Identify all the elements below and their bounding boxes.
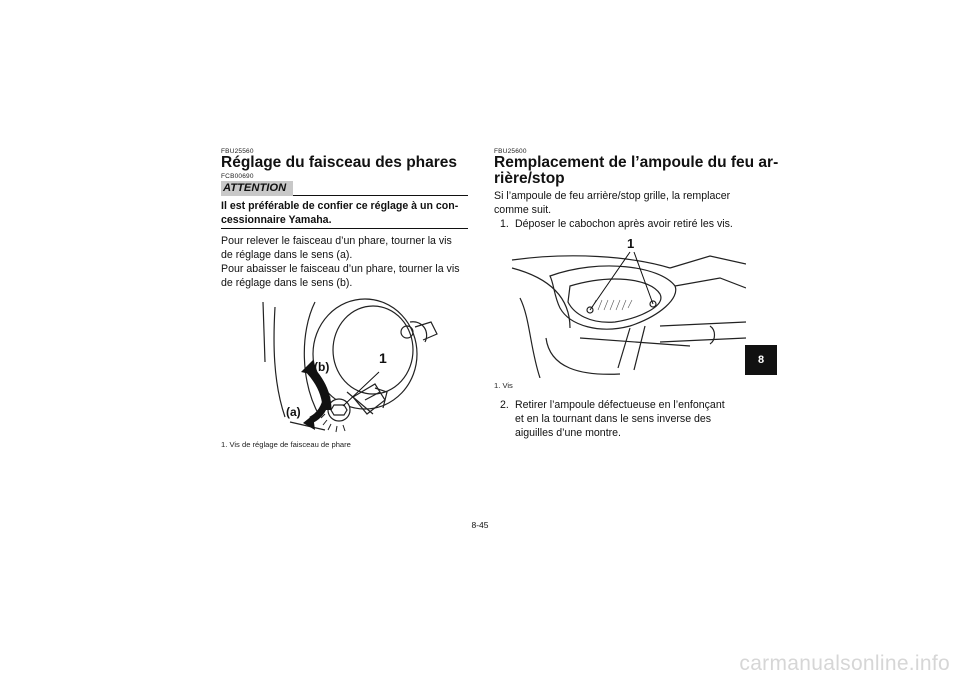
step-1-text: Déposer le cabochon après avoir retiré les vis. [515, 218, 733, 230]
headlight-adjust-illustration [255, 292, 445, 437]
para-raise-line-1: Pour relever le faisceau d’un phare, tourner la vis [221, 235, 452, 247]
fig-label-b: (b) [314, 360, 330, 374]
section-title-taillight-line-1: Remplacement de l’ampoule du feu ar- [494, 154, 779, 171]
step-1-number: 1. [500, 218, 509, 230]
attention-line-1: Il est préférable de confier ce réglage à un con- [221, 200, 459, 212]
fig-label-1: 1 [627, 236, 635, 251]
attention-label: ATTENTION [221, 181, 293, 196]
chapter-tab: 8 [745, 345, 777, 375]
section-title-headlight: Réglage du faisceau des phares [221, 154, 458, 171]
watermark: carmanualsonline.info [739, 652, 950, 675]
attention-end-rule [221, 228, 468, 229]
step-2-line-3: aiguilles d’une montre. [515, 427, 621, 439]
step-2-line-2: et en la tournant dans le sens inverse des [515, 413, 712, 425]
para-lower-line-2: de réglage dans le sens (b). [221, 277, 353, 289]
attention-header [221, 181, 468, 196]
step-2 [500, 398, 746, 442]
figure-caption-right: 1. Vis [494, 381, 513, 390]
intro-line-2: comme suit. [494, 204, 552, 216]
step-2-number: 2. [500, 399, 509, 411]
step-2-line-1: Retirer l’ampoule défectueuse en l’enfonçant [515, 399, 725, 411]
fig-label-1: 1 [379, 350, 387, 366]
page-number: 8-45 [471, 520, 489, 530]
attention-rule [293, 195, 468, 196]
intro-line-1: Si l’ampoule de feu arrière/stop grille, la remplacer [494, 190, 731, 202]
step-1 [500, 217, 746, 232]
para-raise-line-2: de réglage dans le sens (a). [221, 249, 353, 261]
section-code: FBU25560 [221, 148, 254, 155]
taillight-illustration [510, 238, 746, 378]
figure-caption-left: 1. Vis de réglage de faisceau de phare [221, 440, 351, 449]
section-code: FBU25600 [494, 148, 527, 155]
section-title-taillight-line-2: rière/stop [494, 170, 565, 187]
attention-code: FCB00690 [221, 173, 254, 180]
para-lower-line-1: Pour abaisser le faisceau d’un phare, tourner la vis [221, 263, 460, 275]
attention-line-2: cessionnaire Yamaha. [221, 214, 332, 226]
fig-label-a: (a) [286, 405, 301, 419]
